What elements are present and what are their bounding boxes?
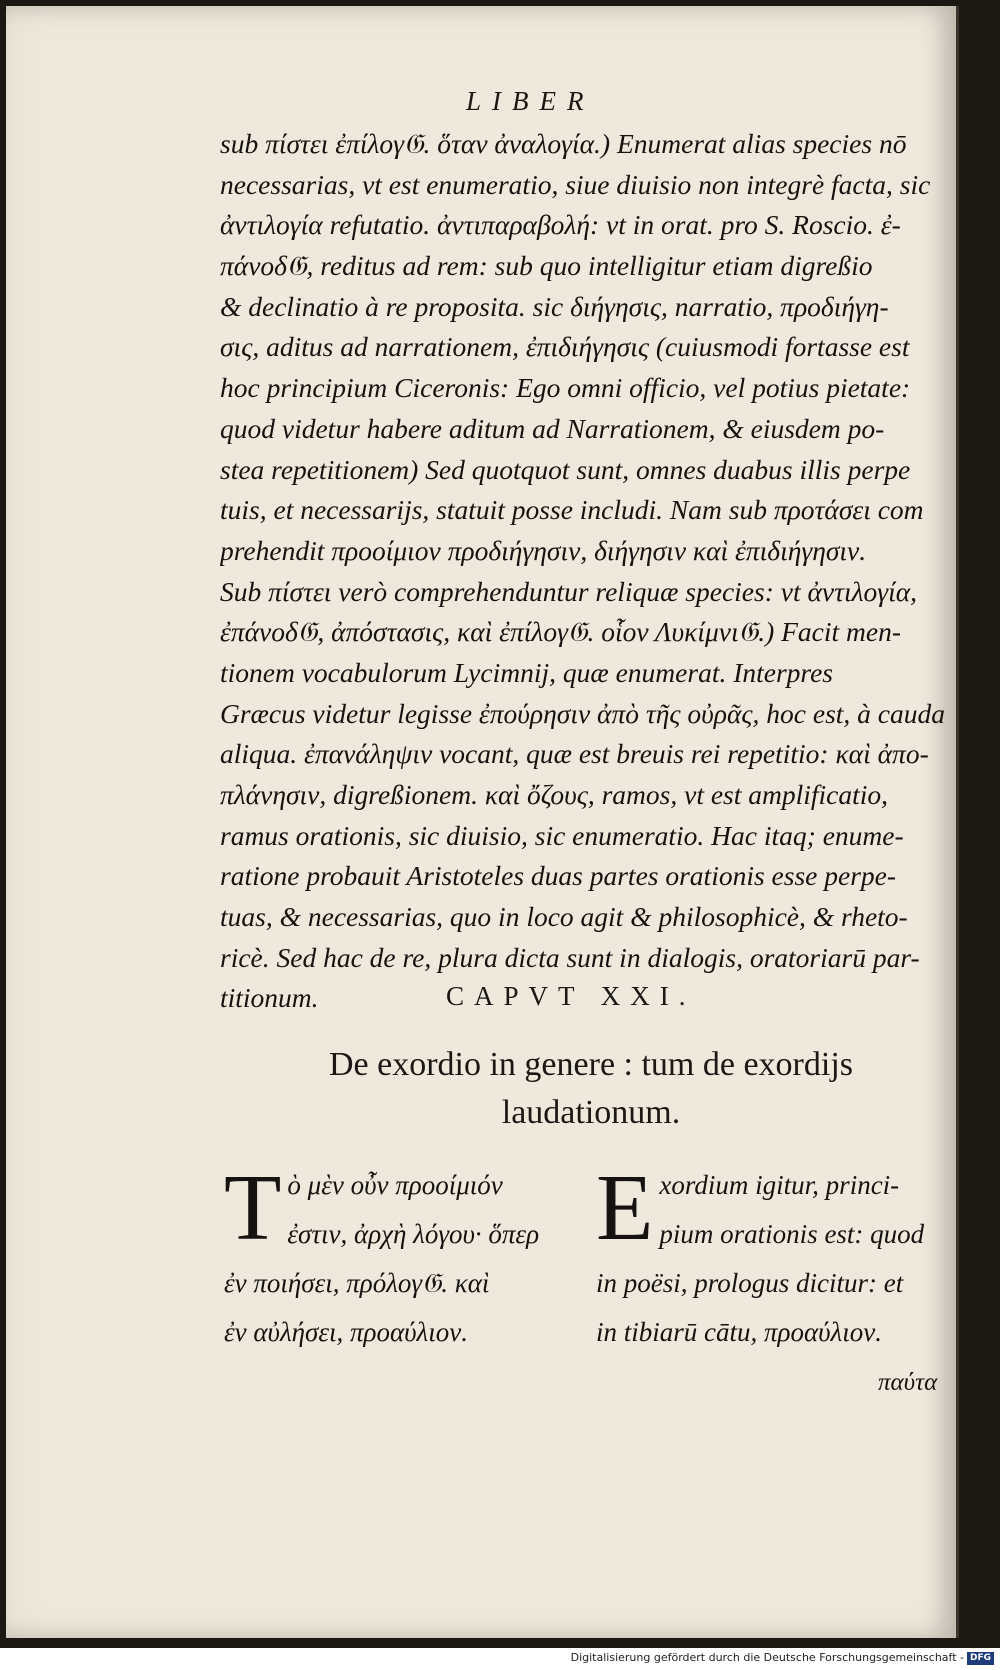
commentary-text <box>220 124 962 1019</box>
text-line: Græcus videtur legisse ἐπούρησιν ἀπὸ τῆς οὐρᾶς, hoc est, à cauda <box>220 697 946 729</box>
text-line: titionum. <box>220 982 319 1014</box>
dfg-logo: DFG <box>967 1652 994 1665</box>
text-line: ratione probauit Aristoteles duas partes orationis esse perpe- <box>220 860 897 892</box>
text-line: aliqua. ἐπανάληψιν vocant, quæ est breuis rei repetitio: καὶ ἀπο- <box>220 738 929 770</box>
latin-line: in poësi, prologus dicitur: et <box>596 1268 904 1298</box>
text-line: σις, aditus ad narrationem, ἐπιδιήγησις (cuiusmodi fortasse est <box>220 331 910 363</box>
drop-cap: E <box>596 1156 654 1260</box>
text-line: ἀντιλογία refutatio. ἀντιπαραβολή: vt in orat. pro S. Roscio. ἐ- <box>220 209 901 241</box>
digitization-footer <box>0 1648 1000 1670</box>
text-line: πάνοδ𝔊, reditus ad rem: sub quo intelligitur etiam digreßio <box>220 250 873 282</box>
latin-line: xordium igitur, princi- <box>659 1170 900 1200</box>
text-line: tuas, & necessarias, quo in loco agit & philosophicè, & rheto- <box>220 901 908 933</box>
latin-line: pium orationis est: quod <box>659 1219 925 1249</box>
catchword: παύτα <box>878 1369 938 1396</box>
text-line: πλάνησιν, digreßionem. καὶ ὄζους, ramos, vt est amplificatio, <box>220 779 889 810</box>
chapter-title: CAPVT XXI. <box>446 981 696 1011</box>
drop-cap: T <box>224 1156 282 1260</box>
footer-credit: Digitalisierung gefördert durch die Deutsche Forschungsgemeinschaft - <box>570 1651 964 1664</box>
text-line: ἐπάνοδ𝔊, ἀπόστασις, καὶ ἐπίλογ𝔊. οἷον Λυκίμνι𝔊.) Facit men- <box>220 616 901 648</box>
book-page <box>6 6 959 1638</box>
greek-line: ἐστιν, ἀρχὴ λόγου· ὅπερ <box>287 1219 540 1249</box>
running-head: LIBER <box>466 86 595 116</box>
text-line: hoc principium Ciceronis: Ego omni officio, vel potius pietate: <box>220 372 911 404</box>
text-line: tionem vocabulorum Lycimnij, quæ enumerat. Interpres <box>220 656 834 688</box>
text-line: quod videtur habere aditum ad Narrationem, & eiusdem po- <box>220 412 885 444</box>
latin-column <box>596 1156 966 1357</box>
text-line: ricè. Sed hac de re, plura dicta sunt in dialogis, oratoriarū par- <box>220 941 920 973</box>
text-line: Sub πίστει verò comprehenduntur reliquæ species: vt ἀντιλογία, <box>220 575 918 607</box>
text-line: prehendit προοίμιον προδιήγησιν, διήγησιν καὶ ἐπιδιήγησιν. <box>220 534 867 566</box>
section-heading-line: laudationum. <box>501 1094 681 1131</box>
greek-line: ἐν αὐλήσει, προαύλιον. <box>224 1317 468 1347</box>
greek-line: ὸ μὲν οὖν προοίμιόν <box>287 1170 503 1200</box>
latin-line: in tibiarū cātu, προαύλιον. <box>596 1317 882 1347</box>
section-heading-line: De exordio in genere : tum de exordijs <box>328 1046 853 1083</box>
text-line: necessarias, vt est enumeratio, siue diuisio non integrè facta, sic <box>220 168 931 200</box>
greek-column <box>224 1156 554 1357</box>
greek-line: ἐν ποιήσει, πρόλογ𝔊. καὶ <box>224 1268 490 1298</box>
section-heading <box>220 1041 962 1137</box>
text-line: stea repetitionem) Sed quotquot sunt, omnes duabus illis perpe <box>220 453 911 485</box>
text-line: sub πίστει ἐπίλογ𝔊. ὅταν ἀναλογία.) Enumerat alias species nō <box>220 128 907 159</box>
text-line: ramus orationis, sic diuisio, sic enumeratio. Hac itaq; enume- <box>220 819 904 851</box>
text-line: & declinatio à re proposita. sic διήγησις, narratio, προδιήγη- <box>220 290 889 322</box>
text-line: tuis, et necessarijs, statuit posse includi. Nam sub προτάσει com <box>220 494 924 526</box>
